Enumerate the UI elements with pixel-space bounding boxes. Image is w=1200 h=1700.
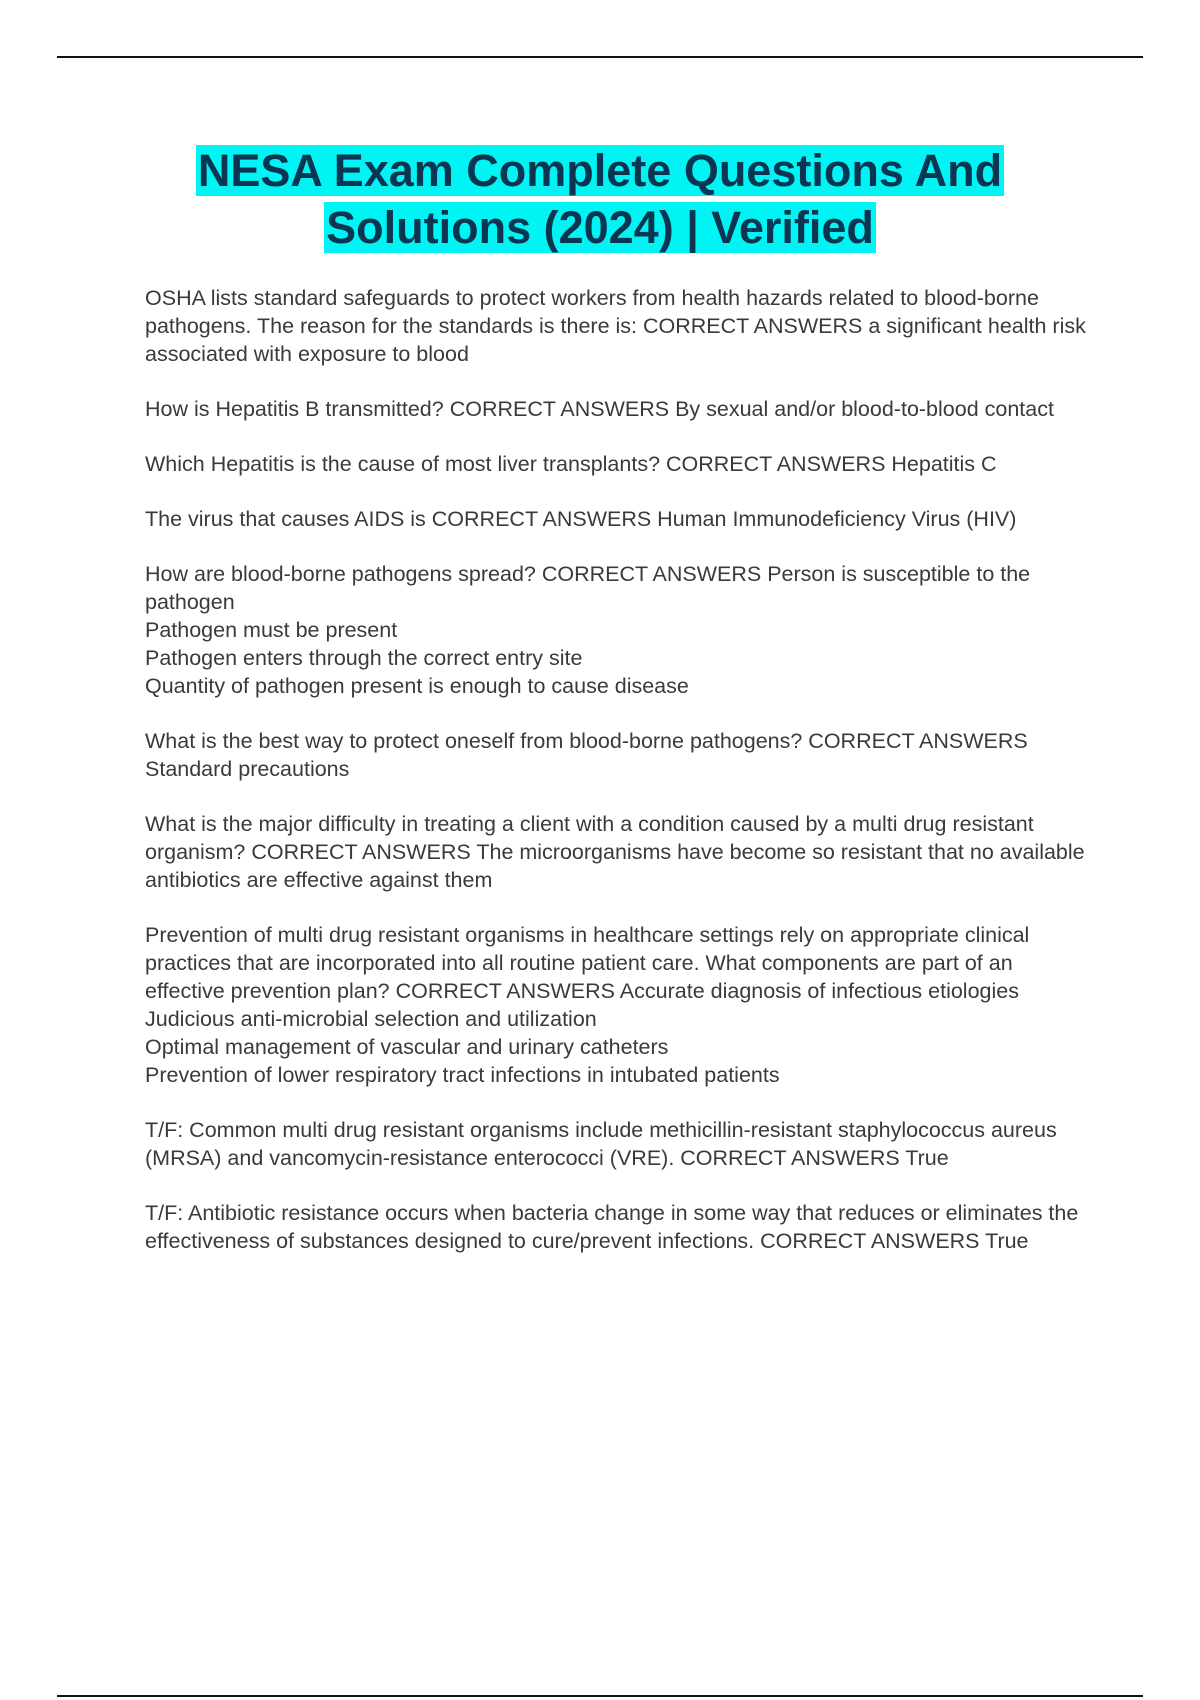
qa-line: Prevention of lower respiratory tract infections in intubated patients xyxy=(145,1063,780,1087)
qa-item-4 xyxy=(145,505,1095,533)
qa-line: OSHA lists standard safeguards to protect workers from health hazards related to blood-borne pathogens. The reason for the standards is there is: CORRECT ANSWERS a significant health risk associated with exposure to blood xyxy=(145,286,1086,366)
qa-line: How are blood-borne pathogens spread? CORRECT ANSWERS Person is susceptible to the pathogen xyxy=(145,562,1031,614)
qa-line: Judicious anti-microbial selection and utilization xyxy=(145,1007,597,1031)
qa-item-5 xyxy=(145,560,1095,700)
qa-line: The virus that causes AIDS is CORRECT ANSWERS Human Immunodeficiency Virus (HIV) xyxy=(145,507,1017,531)
qa-item-6 xyxy=(145,727,1095,783)
qa-line: Pathogen must be present xyxy=(145,618,398,642)
page-title xyxy=(100,142,1100,256)
qa-item-2 xyxy=(145,395,1095,423)
qa-line: T/F: Common multi drug resistant organisms include methicillin-resistant staphylococcus aureus (MRSA) and vancomycin-resistance enterococci (VRE). CORRECT ANSWERS True xyxy=(145,1118,1057,1170)
qa-line: Optimal management of vascular and urinary catheters xyxy=(145,1035,669,1059)
qa-line: How is Hepatitis B transmitted? CORRECT ANSWERS By sexual and/or blood-to-blood contact xyxy=(145,397,1054,421)
qa-item-3 xyxy=(145,450,1095,478)
top-rule xyxy=(57,56,1143,58)
qa-line: What is the major difficulty in treating a client with a condition caused by a multi drug resistant organism? CORRECT ANSWERS The microorganisms have become so resistant that no available antibiotics are effective against them xyxy=(145,812,1085,892)
qa-item-1 xyxy=(145,284,1095,368)
qa-item-7 xyxy=(145,810,1095,894)
title-line-2: Solutions (2024) | Verified xyxy=(326,202,874,253)
qa-list xyxy=(145,284,1095,1282)
qa-item-8 xyxy=(145,921,1095,1089)
qa-line: Pathogen enters through the correct entry site xyxy=(145,646,583,670)
qa-line: Which Hepatitis is the cause of most liver transplants? CORRECT ANSWERS Hepatitis C xyxy=(145,452,997,476)
title-line-1: NESA Exam Complete Questions And xyxy=(197,145,1003,196)
qa-line: T/F: Antibiotic resistance occurs when bacteria change in some way that reduces or eliminates the effectiveness of substances designed to cure/prevent infections. CORRECT ANSWERS True xyxy=(145,1201,1079,1253)
qa-line: Quantity of pathogen present is enough to cause disease xyxy=(145,674,689,698)
qa-item-10 xyxy=(145,1199,1095,1255)
qa-line: What is the best way to protect oneself from blood-borne pathogens? CORRECT ANSWERS Standard precautions xyxy=(145,729,1028,781)
bottom-rule xyxy=(57,1695,1143,1697)
qa-line: Prevention of multi drug resistant organisms in healthcare settings rely on appropriate clinical practices that are incorporated into all routine patient care. What components are part of an effective prevention plan? CORRECT ANSWERS Accurate diagnosis of infectious etiologies xyxy=(145,923,1030,1003)
qa-item-9 xyxy=(145,1116,1095,1172)
